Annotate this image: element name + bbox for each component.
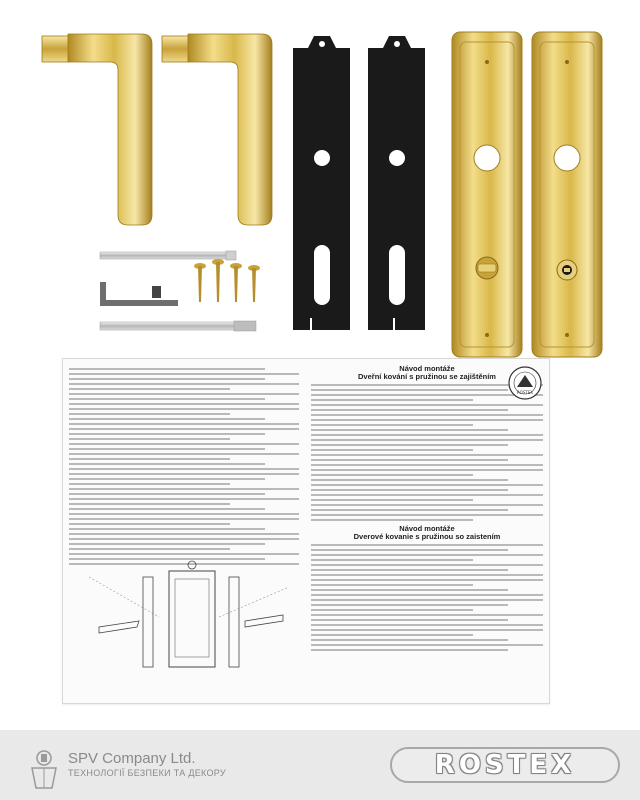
rostex-seal-icon — [507, 365, 543, 401]
company-tagline: ТЕХНОЛОГІЇ БЕЗПЕКИ ТА ДЕКОРУ — [68, 768, 226, 778]
instruction-title-sk: Návod montáže — [399, 524, 455, 533]
company-name: SPV Company Ltd. — [68, 750, 196, 767]
spindle-rod-top — [100, 251, 236, 260]
seal-label: ROSTEX — [516, 390, 534, 395]
instruction-text-ru — [69, 365, 299, 565]
spv-logo-icon — [24, 744, 64, 790]
escutcheon-plate-right — [532, 32, 602, 357]
brand-logo: ROSTEX — [390, 747, 620, 783]
instruction-title-cz: Návod montáže — [399, 364, 455, 373]
wood-screws — [194, 259, 260, 302]
gasket-right — [368, 36, 425, 330]
assembly-diagram — [69, 557, 299, 697]
escutcheon-plate-left — [452, 32, 522, 357]
instruction-subtitle-cz: Dveřní kování s pružinou se zajištěním — [358, 372, 496, 381]
instruction-subtitle-sk: Dverové kovanie s pružinou so zaistením — [353, 532, 501, 541]
spindle-rod-bottom — [100, 321, 256, 331]
gasket-left — [293, 36, 350, 330]
handle-left — [42, 34, 152, 225]
grub-screw — [152, 286, 161, 298]
allen-key — [100, 282, 178, 306]
instruction-sheet — [62, 358, 550, 704]
handle-right — [162, 34, 272, 225]
instruction-text-cz-sk — [311, 365, 543, 651]
